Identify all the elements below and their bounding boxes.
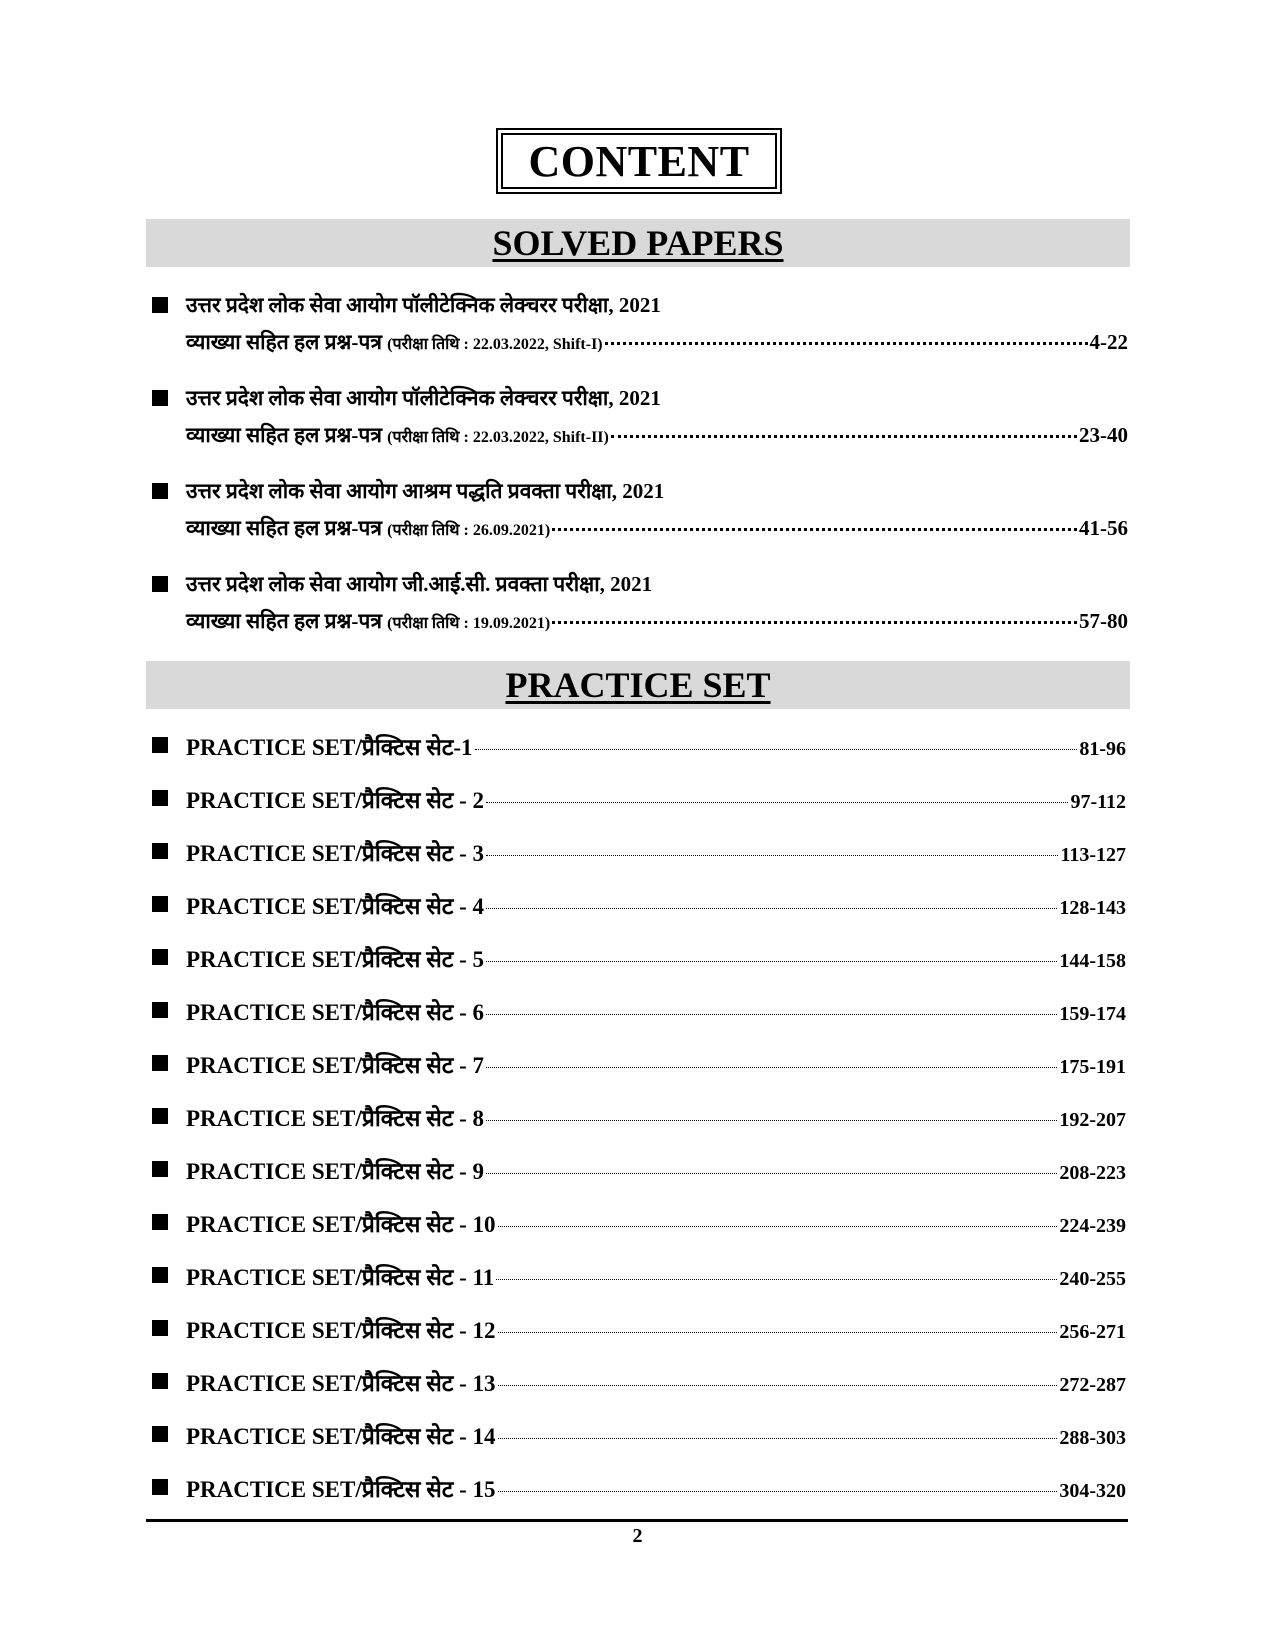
practice-set-pages: 113-127 xyxy=(1060,844,1126,866)
practice-set-band xyxy=(146,661,1130,709)
practice-set-label: PRACTICE SET/प्रैक्टिस सेट - 3 xyxy=(186,841,485,866)
bullet-icon xyxy=(152,1055,168,1071)
leader-dots xyxy=(486,1014,1057,1015)
solved-item-title[interactable]: उत्तर प्रदेश लोक सेवा आयोग आश्रम पद्धति प्रवक्ता परीक्षा, 2021 xyxy=(186,479,665,503)
practice-set-pages: 175-191 xyxy=(1059,1056,1126,1078)
bullet-icon xyxy=(152,1373,168,1389)
practice-set-label: PRACTICE SET/प्रैक्टिस सेट - 9 xyxy=(186,1159,485,1184)
solved-item-title[interactable]: उत्तर प्रदेश लोक सेवा आयोग पॉलीटेक्निक लेक्चरर परीक्षा, 2021 xyxy=(186,386,661,410)
practice-set-pages: 256-271 xyxy=(1059,1321,1126,1343)
practice-set-row[interactable] xyxy=(186,836,1126,866)
bullet-icon xyxy=(152,1161,168,1177)
practice-set-row[interactable] xyxy=(186,1366,1126,1396)
solved-item-prefix: व्याख्या सहित हल प्रश्न-पत्र xyxy=(186,423,382,447)
practice-set-label: PRACTICE SET/प्रैक्टिस सेट - 14 xyxy=(186,1424,496,1449)
leader-dots xyxy=(475,749,1078,750)
bullet-icon xyxy=(152,1320,168,1336)
practice-set-label: PRACTICE SET/प्रैक्टिस सेट - 7 xyxy=(186,1053,485,1078)
practice-set-pages: 208-223 xyxy=(1059,1162,1126,1184)
leader-dots xyxy=(486,1173,1057,1174)
leader-dots xyxy=(486,855,1058,856)
practice-set-row[interactable] xyxy=(186,1207,1126,1237)
footer-rule xyxy=(146,1519,1128,1522)
leader-dots xyxy=(486,1067,1057,1068)
practice-set-label: PRACTICE SET/प्रैक्टिस सेट - 11 xyxy=(186,1265,495,1290)
practice-set-pages: 128-143 xyxy=(1059,897,1126,919)
practice-set-label: PRACTICE SET/प्रैक्टिस सेट - 12 xyxy=(186,1318,496,1343)
solved-item-prefix: व्याख्या सहित हल प्रश्न-पत्र xyxy=(186,330,382,354)
practice-set-row[interactable] xyxy=(186,1154,1126,1184)
solved-item-date: (परीक्षा तिथि : 19.09.2021) xyxy=(387,615,551,632)
practice-set-pages: 97-112 xyxy=(1070,791,1126,813)
leader-dots xyxy=(552,621,1077,624)
practice-set-label: PRACTICE SET/प्रैक्टिस सेट - 5 xyxy=(186,947,485,972)
solved-item-title[interactable]: उत्तर प्रदेश लोक सेवा आयोग पॉलीटेक्निक लेक्चरर परीक्षा, 2021 xyxy=(186,293,661,317)
page-number: 2 xyxy=(632,1525,643,1547)
solved-item-prefix: व्याख्या सहित हल प्रश्न-पत्र xyxy=(186,609,382,633)
solved-item-pages: 41-56 xyxy=(1079,516,1128,540)
leader-dots xyxy=(498,1226,1058,1227)
practice-set-row[interactable] xyxy=(186,1472,1126,1502)
leader-dots xyxy=(486,1120,1057,1121)
bullet-icon xyxy=(152,1267,168,1283)
bullet-icon xyxy=(152,1214,168,1230)
practice-set-row[interactable] xyxy=(186,730,1126,760)
leader-dots xyxy=(552,528,1077,531)
bullet-icon xyxy=(152,483,168,499)
bullet-icon xyxy=(152,1002,168,1018)
leader-dots xyxy=(486,802,1068,803)
solved-item-date: (परीक्षा तिथि : 22.03.2022, Shift-I) xyxy=(387,336,603,353)
bullet-icon xyxy=(152,390,168,406)
practice-set-pages: 192-207 xyxy=(1059,1109,1126,1131)
leader-dots xyxy=(611,435,1077,438)
solved-item-pages: 57-80 xyxy=(1079,609,1128,633)
practice-set-pages: 81-96 xyxy=(1079,738,1126,760)
solved-papers-band xyxy=(146,219,1130,267)
practice-set-row[interactable] xyxy=(186,1260,1126,1290)
practice-set-row[interactable] xyxy=(186,1313,1126,1343)
practice-set-label: PRACTICE SET/प्रैक्टिस सेट - 15 xyxy=(186,1477,496,1502)
practice-set-row[interactable] xyxy=(186,889,1126,919)
bullet-icon xyxy=(152,790,168,806)
practice-set-row[interactable] xyxy=(186,1101,1126,1131)
bullet-icon xyxy=(152,1426,168,1442)
practice-set-label: PRACTICE SET/प्रैक्टिस सेट - 10 xyxy=(186,1212,496,1237)
solved-papers-heading: SOLVED PAPERS xyxy=(492,223,784,263)
practice-set-row[interactable] xyxy=(186,1048,1126,1078)
practice-set-label: PRACTICE SET/प्रैक्टिस सेट - 13 xyxy=(186,1371,496,1396)
content-title-box xyxy=(496,128,782,194)
bullet-icon xyxy=(152,843,168,859)
bullet-icon xyxy=(152,297,168,313)
practice-set-pages: 304-320 xyxy=(1059,1480,1126,1502)
practice-set-label: PRACTICE SET/प्रैक्टिस सेट - 8 xyxy=(186,1106,485,1131)
bullet-icon xyxy=(152,1479,168,1495)
solved-item-entry[interactable] xyxy=(186,421,1128,449)
practice-set-pages: 224-239 xyxy=(1059,1215,1126,1237)
solved-item-date: (परीक्षा तिथि : 26.09.2021) xyxy=(387,522,551,539)
practice-set-label: PRACTICE SET/प्रैक्टिस सेट - 6 xyxy=(186,1000,485,1025)
practice-set-row[interactable] xyxy=(186,783,1126,813)
practice-set-heading: PRACTICE SET xyxy=(505,665,771,705)
practice-set-pages: 144-158 xyxy=(1059,950,1126,972)
bullet-icon xyxy=(152,576,168,592)
leader-dots xyxy=(486,908,1057,909)
leader-dots xyxy=(486,961,1057,962)
practice-set-label: PRACTICE SET/प्रैक्टिस सेट - 4 xyxy=(186,894,485,919)
leader-dots xyxy=(498,1491,1058,1492)
bullet-icon xyxy=(152,896,168,912)
solved-item-prefix: व्याख्या सहित हल प्रश्न-पत्र xyxy=(186,516,382,540)
leader-dots xyxy=(498,1332,1058,1333)
practice-set-label: PRACTICE SET/प्रैक्टिस सेट-1 xyxy=(186,735,473,760)
practice-set-row[interactable] xyxy=(186,1419,1126,1449)
leader-dots xyxy=(496,1279,1057,1280)
practice-set-row[interactable] xyxy=(186,995,1126,1025)
solved-item-date: (परीक्षा तिथि : 22.03.2022, Shift-II) xyxy=(387,429,609,446)
practice-set-row[interactable] xyxy=(186,942,1126,972)
solved-item-entry[interactable] xyxy=(186,514,1128,542)
page-title: CONTENT xyxy=(501,133,777,189)
solved-item-entry[interactable] xyxy=(186,328,1128,356)
practice-set-pages: 272-287 xyxy=(1059,1374,1126,1396)
leader-dots xyxy=(498,1385,1058,1386)
solved-item-pages: 23-40 xyxy=(1079,423,1128,447)
leader-dots xyxy=(498,1438,1058,1439)
practice-set-pages: 159-174 xyxy=(1059,1003,1126,1025)
bullet-icon xyxy=(152,1108,168,1124)
solved-item-entry[interactable] xyxy=(186,607,1128,635)
practice-set-pages: 240-255 xyxy=(1059,1268,1126,1290)
solved-item-pages: 4-22 xyxy=(1089,330,1128,354)
bullet-icon xyxy=(152,737,168,753)
solved-item-title[interactable]: उत्तर प्रदेश लोक सेवा आयोग जी.आई.सी. प्रवक्ता परीक्षा, 2021 xyxy=(186,572,653,596)
leader-dots xyxy=(605,342,1088,345)
bullet-icon xyxy=(152,949,168,965)
practice-set-label: PRACTICE SET/प्रैक्टिस सेट - 2 xyxy=(186,788,485,813)
practice-set-pages: 288-303 xyxy=(1059,1427,1126,1449)
